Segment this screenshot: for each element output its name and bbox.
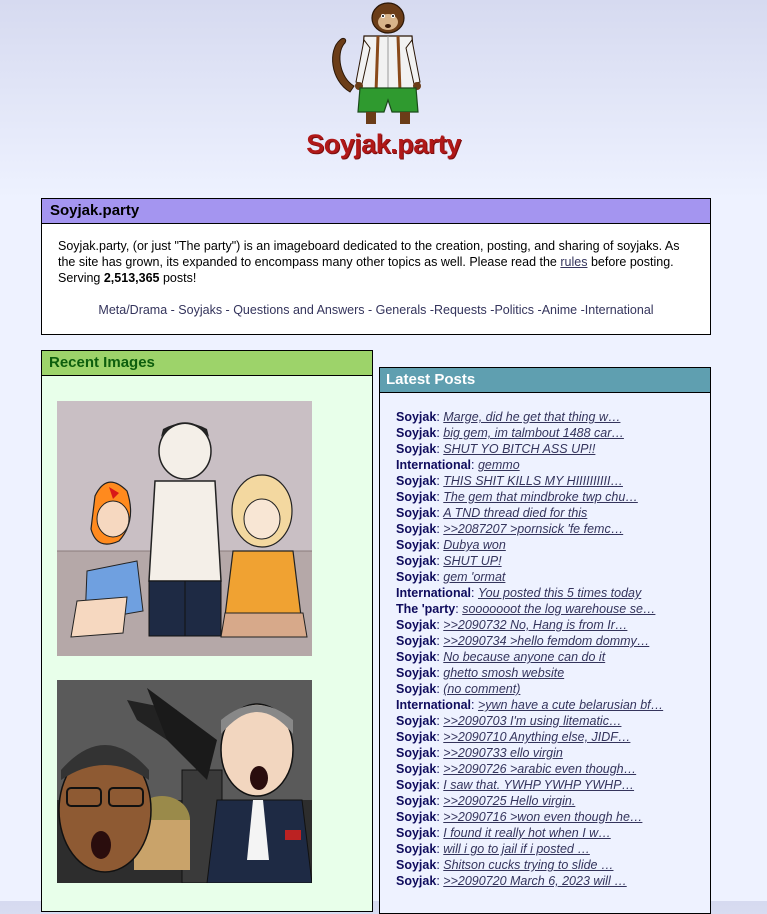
recent-images-header: Recent Images (42, 351, 372, 376)
post-board-name: Soyjak (396, 618, 437, 632)
post-separator: : (436, 714, 444, 728)
post-separator: : (436, 538, 444, 552)
post-item (396, 457, 710, 473)
post-link[interactable]: >>2090710 Anything else, JIDF… (443, 730, 631, 744)
post-separator: : (436, 730, 444, 744)
about-header: Soyjak.party (42, 199, 710, 224)
post-item (396, 601, 710, 617)
post-item (396, 729, 710, 745)
post-board-name: Soyjak (396, 714, 437, 728)
post-separator: : (436, 634, 444, 648)
post-item (396, 873, 710, 889)
post-link[interactable]: A TND thread died for this (443, 506, 588, 520)
post-board-name: International (396, 586, 472, 600)
post-board-name: Soyjak (396, 410, 437, 424)
post-board-name: Soyjak (396, 858, 437, 872)
post-separator: : (436, 474, 444, 488)
post-link[interactable]: >ywn have a cute belarusian bf… (477, 698, 664, 712)
post-board-name: The 'party (396, 602, 456, 616)
about-text-3: posts! (159, 271, 197, 285)
post-link[interactable]: Marge, did he get that thing w… (443, 410, 621, 424)
post-item (396, 473, 710, 489)
site-logo (326, 0, 426, 126)
post-item (396, 793, 710, 809)
post-separator: : (436, 682, 444, 696)
post-board-name: Soyjak (396, 522, 437, 536)
post-item (396, 761, 710, 777)
post-separator: : (436, 874, 444, 888)
post-separator: : (436, 410, 444, 424)
post-link[interactable]: >>2090732 No, Hang is from Ir… (443, 618, 628, 632)
post-item (396, 585, 710, 601)
about-text: Soyjak.party, (or just "The party") is an imageboard dedicated to the creation, posting, and sharing of soyjaks. As the site has grown, its expanded to encompass many other topics as well. Please read the (58, 239, 680, 269)
post-board-name: Soyjak (396, 570, 437, 584)
post-item (396, 745, 710, 761)
post-link[interactable]: >>2090716 >won even though he… (443, 810, 643, 824)
about-body (42, 224, 710, 318)
post-link[interactable]: You posted this 5 times today (477, 586, 642, 600)
post-link[interactable]: big gem, im talmbout 1488 car… (443, 426, 624, 440)
post-item (396, 553, 710, 569)
post-separator: : (436, 858, 444, 872)
about-box (41, 198, 711, 335)
post-separator: : (455, 602, 463, 616)
post-separator: : (436, 506, 444, 520)
about-text-2: before posting. Serving (58, 255, 674, 285)
latest-posts-list (380, 393, 710, 889)
post-item (396, 441, 710, 457)
post-item (396, 409, 710, 425)
post-link[interactable]: >>2090725 Hello virgin. (443, 794, 576, 808)
post-board-name: Soyjak (396, 826, 437, 840)
latest-posts-header: Latest Posts (380, 368, 710, 393)
post-link[interactable]: THIS SHIT KILLS MY HIIIIIIIIII… (443, 474, 623, 488)
post-link[interactable]: >>2090733 ello virgin (443, 746, 563, 760)
post-link[interactable]: will i go to jail if i posted … (443, 842, 590, 856)
post-separator: : (436, 746, 444, 760)
post-board-name: Soyjak (396, 426, 437, 440)
post-link[interactable]: >>2090720 March 6, 2023 will … (443, 874, 627, 888)
post-separator: : (436, 666, 444, 680)
post-item (396, 649, 710, 665)
post-separator: : (436, 554, 444, 568)
post-separator: : (436, 778, 444, 792)
post-item (396, 841, 710, 857)
post-item (396, 569, 710, 585)
post-board-name: Soyjak (396, 778, 437, 792)
post-separator: : (436, 522, 444, 536)
post-separator: : (436, 762, 444, 776)
board-link-anime[interactable]: Anime (541, 303, 578, 317)
post-link[interactable]: SHUT UP! (443, 554, 502, 568)
post-board-name: Soyjak (396, 842, 437, 856)
post-item (396, 777, 710, 793)
post-board-name: Soyjak (396, 474, 437, 488)
post-board-name: Soyjak (396, 794, 437, 808)
post-item (396, 617, 710, 633)
post-link[interactable]: No because anyone can do it (443, 650, 606, 664)
latest-posts-box (379, 367, 711, 914)
post-separator: : (471, 698, 478, 712)
board-link-soyjaks[interactable]: Soyjaks (178, 303, 223, 317)
post-link[interactable]: >>2087207 >pornsick 'fe femc… (443, 522, 624, 536)
post-link[interactable]: ghetto smosh website (443, 666, 565, 680)
post-link[interactable]: >>2090703 I'm using litematic… (443, 714, 622, 728)
board-link-meta[interactable]: Meta/Drama (98, 303, 168, 317)
board-link-generals[interactable]: Generals (375, 303, 427, 317)
post-separator: : (471, 458, 478, 472)
post-item (396, 505, 710, 521)
post-board-name: Soyjak (396, 490, 437, 504)
post-board-name: Soyjak (396, 762, 437, 776)
post-separator: : (436, 442, 444, 456)
post-item (396, 697, 710, 713)
post-board-name: Soyjak (396, 746, 437, 760)
board-links: Meta/Drama - Soyjaks - Questions and Answers - Generals -Requests -Politics -Anime -International (98, 303, 654, 317)
post-link[interactable]: I found it really hot when I w… (443, 826, 611, 840)
post-board-name: Soyjak (396, 874, 437, 888)
post-item (396, 857, 710, 873)
post-item (396, 809, 710, 825)
post-count: 2,513,365 (103, 271, 160, 285)
post-link[interactable]: gemmo (477, 458, 520, 472)
post-board-name: Soyjak (396, 554, 437, 568)
post-board-name: International (396, 698, 472, 712)
rules-link[interactable]: rules (560, 255, 588, 269)
board-link-politics[interactable]: Politics (494, 303, 535, 317)
board-link-international[interactable]: International (584, 303, 654, 317)
post-separator: : (436, 490, 444, 504)
post-board-name: Soyjak (396, 634, 437, 648)
post-separator: : (436, 794, 444, 808)
post-board-name: Soyjak (396, 730, 437, 744)
post-board-name: International (396, 458, 472, 472)
post-link[interactable]: SHUT YO BITCH ASS UP!! (443, 442, 596, 456)
post-board-name: Soyjak (396, 666, 437, 680)
post-separator: : (436, 650, 444, 664)
post-item (396, 425, 710, 441)
post-board-name: Soyjak (396, 538, 437, 552)
recent-images-box (41, 350, 373, 912)
post-separator: : (471, 586, 478, 600)
board-link-requests[interactable]: Requests (434, 303, 487, 317)
post-link[interactable]: Shitson cucks trying to slide … (443, 858, 614, 872)
post-separator: : (436, 426, 444, 440)
post-separator: : (436, 810, 444, 824)
post-board-name: Soyjak (396, 650, 437, 664)
post-separator: : (436, 618, 444, 632)
recent-image-thumbnail[interactable] (57, 680, 312, 883)
post-board-name: Soyjak (396, 506, 437, 520)
post-item (396, 665, 710, 681)
post-link[interactable]: The gem that mindbroke twp chu… (443, 490, 638, 504)
post-separator: : (436, 826, 444, 840)
post-item (396, 633, 710, 649)
post-item (396, 713, 710, 729)
recent-image-thumbnail[interactable] (57, 401, 312, 656)
board-link-qa[interactable]: Questions and Answers (233, 303, 365, 317)
post-board-name: Soyjak (396, 810, 437, 824)
post-separator: : (436, 842, 444, 856)
post-item (396, 537, 710, 553)
post-link[interactable]: gem 'ormat (443, 570, 506, 584)
site-title[interactable]: Soyjak.party (306, 129, 461, 159)
post-board-name: Soyjak (396, 442, 437, 456)
post-item (396, 681, 710, 697)
post-item (396, 521, 710, 537)
post-link[interactable]: sooooooot the log warehouse se… (462, 602, 656, 616)
post-link[interactable]: I saw that. YWHP YWHP YWHP… (443, 778, 635, 792)
post-link[interactable]: Dubya won (443, 538, 506, 552)
post-board-name: Soyjak (396, 682, 437, 696)
post-link[interactable]: >>2090734 >hello femdom dommy… (443, 634, 650, 648)
post-item (396, 825, 710, 841)
post-item (396, 489, 710, 505)
post-link[interactable]: (no comment) (443, 682, 521, 696)
post-separator: : (436, 570, 444, 584)
post-link[interactable]: >>2090726 >arabic even though… (443, 762, 637, 776)
